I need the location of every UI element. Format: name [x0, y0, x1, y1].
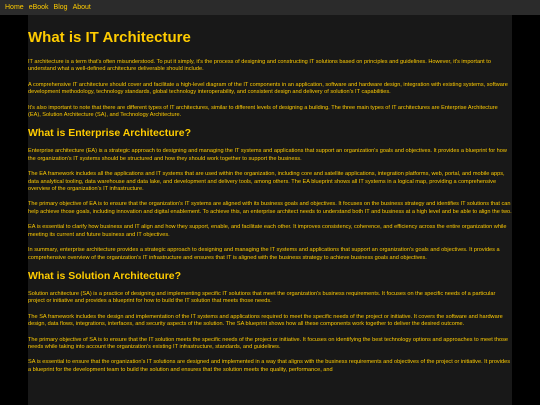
sa-paragraph: The primary objective of SA is to ensure that the IT solution meets the specific needs of the project or initiative. It focuses on identifying the best technology options and approaches to meet those needs while taking into account the organization's existing IT infrastructure, standards, and guidelines. — [28, 336, 508, 350]
intro-paragraph: A comprehensive IT architecture should cover and facilitate a high-level diagram of the IT components in an application, software and hardware design, integration with existing systems, software development methodology, technology standards, global technology interoperability, and consistent design and delivery of solution's IT capabilities. — [28, 81, 508, 96]
sa-paragraph: SA is essential to ensure that the organization's IT solutions are designed and implemented in a way that aligns with the business requirements and objectives of the project or initiative. It provides a blueprint for the development team to build the solution and ensures that the solution meets the quality, performance, and — [28, 359, 510, 373]
nav-blog-link[interactable]: Blog — [53, 4, 68, 11]
ea-paragraph: Enterprise architecture (EA) is a strategic approach to designing and managing the IT systems and applications that support an organization's goals and objectives. It provides a blueprint for how the organization's IT systems should be structured and how they should work together to support the business. — [28, 148, 507, 162]
sa-paragraph: Solution architecture (SA) is a practice of designing and implementing specific IT solutions that meet the organization's business requirements. It focuses on the specific needs of a particular project or initiative and provides a blueprint for how to build the IT solution that meets those needs. — [28, 290, 496, 305]
ea-paragraph: The EA framework includes all the applications and IT systems that are used within the organization, including core and satellite applications, integration platforms, web, portal, and mobile apps, data analytical tooling, data warehouse and data lake, and development and delivery tools, among others. The EA blueprint shows all IT systems in a logical map, providing a comprehensive overview of the organization's IT infrastructure. — [28, 171, 505, 193]
intro-paragraph: IT architecture is a term that's often misunderstood. To put it simply, it's the process of designing and constructing IT solutions based on principles and guidelines. However, it's important to understand what a well-defined architecture deliverable should include. — [28, 59, 491, 73]
intro-paragraph: It's also important to note that there are different types of IT architectures, similar to different levels of designing a building. The three main types of IT architectures are Enterprise Architecture (EA), Solution Architecture (SA), and Technology Architecture. — [28, 104, 498, 119]
nav-about-link[interactable]: About — [72, 4, 91, 11]
ea-heading: What is Enterprise Architecture? — [28, 127, 191, 140]
page-title: What is IT Architecture — [28, 29, 191, 46]
nav-ebook-link[interactable]: eBook — [28, 4, 49, 11]
nav-home-link[interactable]: Home — [5, 4, 24, 11]
sa-paragraph: The SA framework includes the design and implementation of the IT systems and applications required to meet the specific needs of the project or initiative. It covers the software and hardware design, data flows, integrations, interfaces, and security aspects of the solution. The SA blueprint shows how all these components work together to deliver the desired outcome. — [28, 313, 503, 328]
ea-paragraph: EA is essential to clarify how business and IT align and how they support, enable, and facilitate each other. It improves consistency, coherence, and efficiency across the entire organization while meeting its current and future business and IT objectives. — [28, 224, 507, 238]
top-navigation — [0, 0, 540, 15]
ea-paragraph: In summary, enterprise architecture provides a strategic approach to designing and managing the IT systems and applications that support an organization's goals and objectives. It provides a comprehensive overview of the organization's IT infrastructure and ensures that IT is aligned with the business strategy to achieve business goals and objectives. — [28, 247, 500, 261]
ea-paragraph: The primary objective of EA is to ensure that the organization's IT systems are aligned with its business goals and objectives. It focuses on the business strategy and identifies IT solutions that can help achieve those goals, including innovation and digital enablement. To achieve this, an enterprise architect needs to understand both IT and business at a high level and be able to align the two. — [28, 201, 512, 215]
sa-heading: What is Solution Architecture? — [28, 269, 182, 282]
article-content[interactable] — [28, 15, 512, 405]
